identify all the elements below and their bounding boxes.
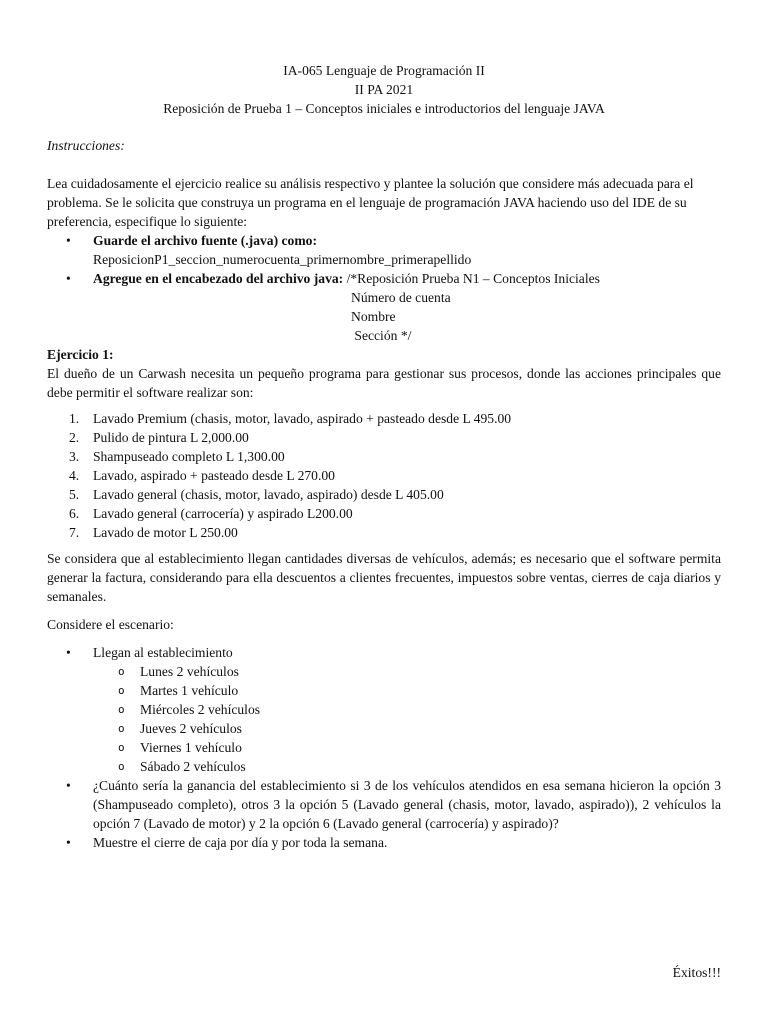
header-line: Sección */ (351, 328, 412, 343)
list-item: o Miércoles 2 vehículos (47, 700, 721, 719)
service-text: Lavado general (carrocería) y aspirado L200.00 (93, 506, 353, 521)
document-page (47, 61, 721, 852)
list-item: o Martes 1 vehículo (47, 681, 721, 700)
list-item (47, 409, 721, 428)
tasks-list (47, 776, 721, 852)
service-text: Shampuseado completo L 1,300.00 (93, 449, 285, 464)
list-item (47, 428, 721, 447)
scenario-label: Considere el escenario: (47, 617, 174, 632)
header-comment: /*Reposición Prueba N1 – Conceptos Iniciales (343, 271, 600, 286)
header-line: Número de cuenta (351, 290, 451, 305)
list-item (47, 643, 721, 662)
list-item (47, 485, 721, 504)
exercise-title: Ejercicio 1: (47, 347, 114, 362)
header-line: Nombre (351, 309, 396, 324)
list-item (47, 523, 721, 542)
services-list (47, 409, 721, 542)
exercise-description: El dueño de un Carwash necesita un pequeño programa para gestionar sus procesos, donde las acciones principales que debe permitir el software realizar son: (47, 366, 721, 400)
item-number: 3. (69, 449, 80, 464)
service-text: Lavado, aspirado + pasteado desde L 270.00 (93, 468, 335, 483)
list-item: • Muestre el cierre de caja por día y por toda la semana. (47, 833, 721, 852)
item-number: 5. (69, 487, 80, 502)
list-item (47, 504, 721, 523)
scenario-list (47, 643, 721, 662)
list-item (47, 231, 721, 269)
item-number: 4. (69, 468, 80, 483)
save-instruction: Guarde el archivo fuente (.java) como: (93, 233, 317, 248)
instructions-label: Instrucciones: (47, 138, 125, 153)
period: II PA 2021 (354, 82, 414, 97)
list-item (47, 447, 721, 466)
paragraph-2: Se considera que al establecimiento llegan cantidades diversas de vehículos, además; es necesario que el software permita generar la factura, considerando para ella descuentos a clientes frecuentes, impuestos sobre ventas, cierres de caja diarios y semanales. (47, 551, 721, 604)
header-instruction: Agregue en el encabezado del archivo java: (93, 271, 344, 286)
intro-paragraph: Lea cuidadosamente el ejercicio realice su análisis respectivo y plantee la solución que considere más adecuada para el problema. Se le solicita que construya un programa en el lenguaje de programación JAVA haciendo uso del IDE de su preferencia, especifique lo siguiente: (47, 176, 694, 229)
course-title: IA-065 Lenguaje de Programación II (283, 63, 485, 78)
list-item: • ¿Cuánto sería la ganancia del establecimiento si 3 de los vehículos atendidos en esa semana hicieron la opción 3 (Shampuseado completo), otros 3 la opción 5 (Lavado general (chasis, motor, lavado, aspirado)), 2 vehículos la opción 7 (Lavado de motor) y 2 la opción 6 (Lavado general (carrocería) y aspirado)? (47, 776, 721, 833)
list-item (47, 466, 721, 485)
service-text: Lavado Premium (chasis, motor, lavado, aspirado + pasteado desde L 495.00 (93, 411, 512, 426)
file-name: ReposicionP1_seccion_numerocuenta_primernombre_primerapellido (93, 252, 472, 267)
list-item: o Jueves 2 vehículos (47, 719, 721, 738)
closing-greeting: Éxitos!!! (672, 965, 721, 980)
item-number: 7. (69, 525, 80, 540)
service-text: Lavado de motor L 250.00 (93, 525, 238, 540)
requirements-list (47, 231, 721, 288)
item-number: 6. (69, 506, 80, 521)
list-item: o Sábado 2 vehículos (47, 757, 721, 776)
list-item: o Viernes 1 vehículo (47, 738, 721, 757)
item-number: 2. (69, 430, 80, 445)
exam-title: Reposición de Prueba 1 – Conceptos iniciales e introductorios del lenguaje JAVA (163, 101, 605, 116)
item-number: 1. (69, 411, 80, 426)
arrivals-label: Llegan al establecimiento (93, 645, 233, 660)
days-list (47, 662, 721, 776)
header-lines (47, 288, 721, 345)
list-item: o Lunes 2 vehículos (47, 662, 721, 681)
service-text: Lavado general (chasis, motor, lavado, aspirado) desde L 405.00 (93, 487, 444, 502)
list-item (47, 269, 721, 288)
service-text: Pulido de pintura L 2,000.00 (93, 430, 249, 445)
